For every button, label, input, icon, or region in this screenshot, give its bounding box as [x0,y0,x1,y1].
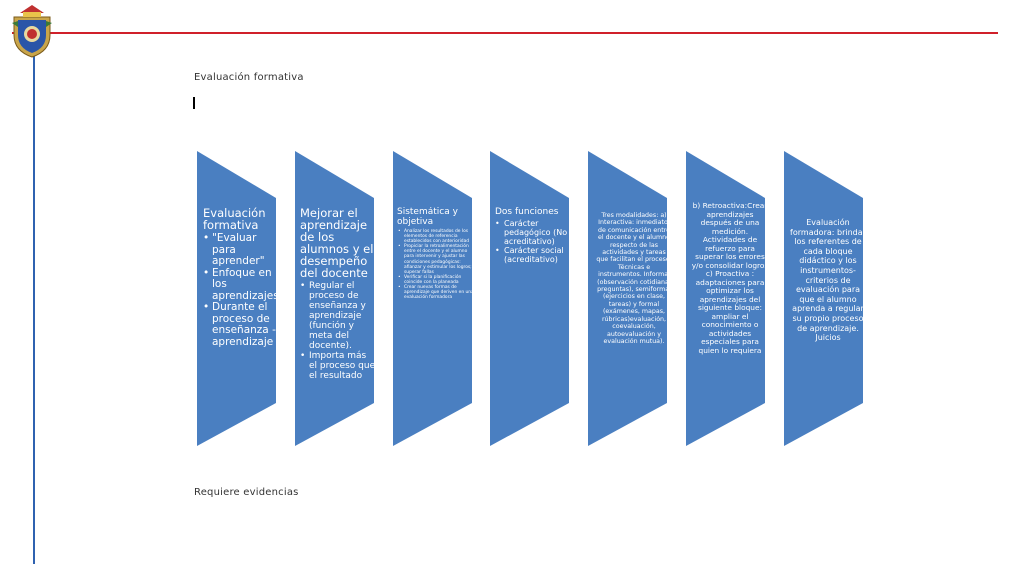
chevron-3-content [397,207,476,382]
chevron-5-text: Tres modalidades: a) Interactiva: inmediato, de comunicación entre el docente y el alumno respecto de las actividades y tareas que facilitan el proceso. Técnicas e instrumentos. Informal (observación cotidiana, preguntas), semiformal (ejercicios en clase, tareas) y formal (exámenes, mapas, rúbricas)evaluación, coevaluación, autoevaluación y evaluación mutua). [596,212,672,345]
chevron-3-item: • Analizar los resultados de los elementos de referencia establecidos con anterioridad [404,229,476,244]
chevron-4 [490,151,569,446]
chevron-3-title: Sistemática y objetiva [397,207,458,227]
chevron-1-content [203,207,279,377]
chevron-4-title: Dos funciones [495,207,559,217]
chevron-1-item: • "Evaluar para aprender" [212,233,279,268]
chevron-7-content [788,218,868,383]
chevron-4-item: • Carácter social (acreditativo) [504,246,574,264]
chevron-3-item: • Crear nuevas formas de aprendizaje que deriven en una evaluación formadora [404,285,476,300]
chevron-4-item: • Carácter pedagógico (No acreditativo) [504,219,574,246]
chevron-3-item: • Verificar si la planificación coincide con la planeada [404,275,476,285]
chevron-5-content [596,212,672,392]
chevron-2-item: • Regular el proceso de enseñanza y aprendizaje (función y meta del docente). [309,281,377,351]
chevron-2-item: • Importa más el proceso que el resultado [309,351,377,381]
chevron-1-title: Evaluación formativa [203,207,266,232]
page-title: Evaluación formativa [194,72,304,83]
chevron-4-content [495,207,574,287]
chevron-2-title: Mejorar el aprendizaje de los alumnos y el desempeño del docente [300,207,374,280]
chevron-1-item: • Durante el proceso de enseñanza - aprendizaje [212,302,279,348]
chevron-7-text: Evaluación formadora: brindar los referentes de cada bloque didáctico y los instrumentos-criterios de evaluación para que el alumno aprenda a regular su propio proceso de aprendizaje. Juicios [790,218,866,343]
chevron-6-text: b) Retroactiva:Crear aprendizajes después de una medición. Actividades de refuerzo para superar los errores y/o consolidar logros c) Proactiva : adaptaciones para optimizar los aprendizajes del siguiente bloque: ampliar el conocimiento o actividades especiales para quien lo requiera [691,202,769,355]
chevron-6-content [690,202,770,397]
chevron-1-item: • Enfoque en los aprendizajes [212,268,279,303]
footer-note: Requiere evidencias [194,487,299,498]
chevron-2-content [300,207,377,402]
chevron-3-item: • Propiciar la retroalimentación entre el docente y el alumno para intervenir y ajustar las condiciones pedagógicas: afianzar y estimular los logros; superar fallas [404,244,476,275]
